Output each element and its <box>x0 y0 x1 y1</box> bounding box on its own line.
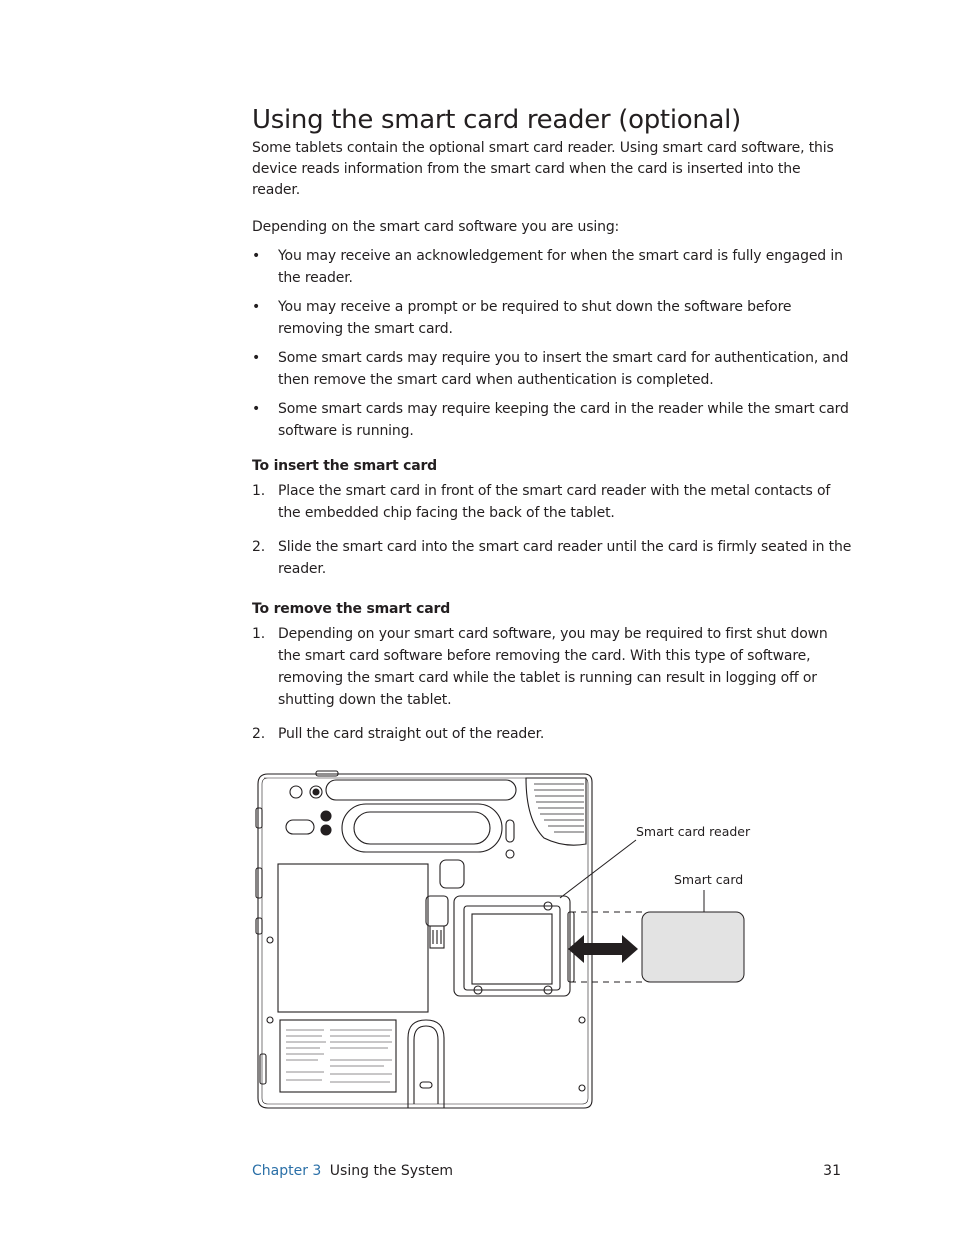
page-footer <box>252 1162 841 1180</box>
bullet-mark: • <box>252 401 261 417</box>
step-text: Slide the smart card into the smart card reader until the card is firmly seated in the reader. <box>278 539 852 577</box>
bullet-mark: • <box>252 350 261 366</box>
bullet-item <box>252 347 852 391</box>
bullet-mark: • <box>252 299 261 315</box>
insert-step <box>252 480 852 524</box>
insert-steps <box>252 480 852 580</box>
bullet-mark: • <box>252 248 261 264</box>
footer-chapter: Chapter 3 <box>252 1163 322 1179</box>
step-text: Place the smart card in front of the smart card reader with the metal contacts of the embedded chip facing the back of the tablet. <box>278 483 831 521</box>
page-title: Using the smart card reader (optional) <box>252 105 741 135</box>
smart-card-shape <box>642 912 744 982</box>
intro-paragraph: Some tablets contain the optional smart card reader. Using smart card software, this device reads information from the smart card when the card is inserted into the reader. <box>252 140 834 198</box>
bullet-item <box>252 398 852 442</box>
insert-heading: To insert the smart card <box>252 458 437 474</box>
remove-heading: To remove the smart card <box>252 601 451 617</box>
remove-step <box>252 723 852 745</box>
bullet-item <box>252 296 852 340</box>
bullet-text: Some smart cards may require you to insert the smart card for authentication, and then remove the smart card when authentication is completed. <box>278 350 849 388</box>
step-text: Depending on your smart card software, you may be required to first shut down the smart card software before removing the card. With this type of software, removing the smart card while the tablet is running can result in logging off or shutting down the tablet. <box>278 626 828 708</box>
step-number: 2. <box>252 539 266 555</box>
lead-paragraph: Depending on the smart card software you are using: <box>252 219 620 235</box>
reader-leader-line <box>560 840 636 898</box>
bullet-text: You may receive a prompt or be required to shut down the software before removing the smart card. <box>278 299 792 337</box>
page-content <box>252 104 852 757</box>
remove-step <box>252 623 852 711</box>
step-number: 2. <box>252 726 266 742</box>
step-text: Pull the card straight out of the reader. <box>278 726 545 742</box>
tablet-smart-card-illustration <box>254 768 754 1112</box>
bullet-item <box>252 245 852 289</box>
step-number: 1. <box>252 483 266 499</box>
remove-steps <box>252 623 852 745</box>
insert-step <box>252 536 852 580</box>
page-number: 31 <box>823 1163 841 1179</box>
tablet-body <box>258 774 592 1108</box>
footer-section: Using the System <box>329 1163 454 1179</box>
callout-smart-card-reader: Smart card reader <box>636 824 751 839</box>
software-bullet-list <box>252 245 852 442</box>
callout-smart-card: Smart card <box>674 872 744 887</box>
insert-remove-arrow <box>568 935 638 963</box>
bullet-text: Some smart cards may require keeping the card in the reader while the smart card software is running. <box>278 401 849 439</box>
bullet-text: You may receive an acknowledgement for when the smart card is fully engaged in the reader. <box>278 248 843 286</box>
step-number: 1. <box>252 626 266 642</box>
